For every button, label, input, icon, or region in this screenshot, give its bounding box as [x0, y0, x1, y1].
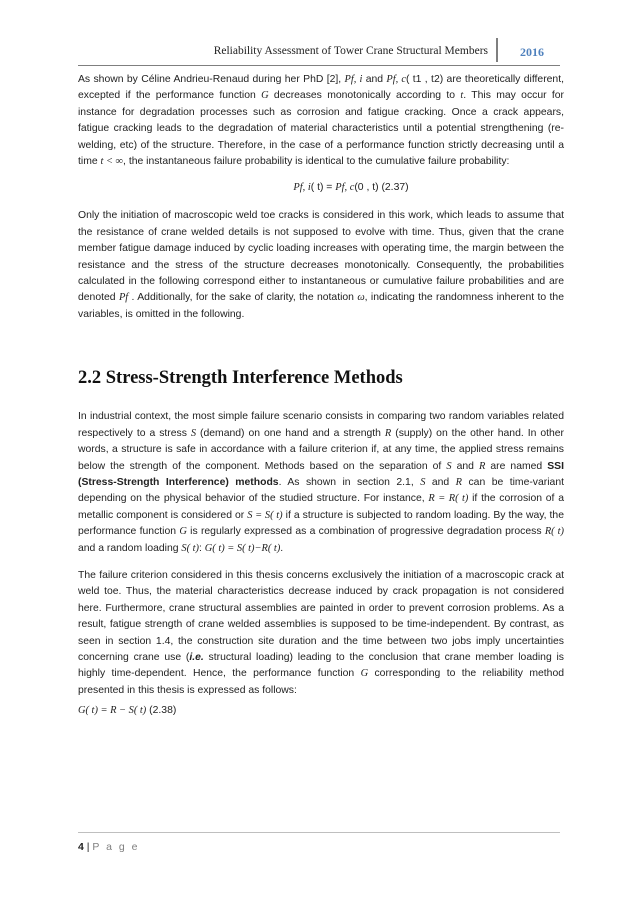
footer-rule: [78, 832, 560, 833]
paragraph-2: Only the initiation of macroscopic weld toe cracks is considered in this work, which leads to assume that the resistance of crane welded details is not supposed to evolve with time. Thus, given that the crane member fatigue damage induced by cyclic loading increases with operating time, the margin between the resistance and the stress of the structure decreases monotonically. Consequently, the probabilities calculated in the following correspond either to instantaneous or cumulative failure probabilities and are denoted Pf . Additionally, for the sake of clarity, the notation ω, indicating the randomness inherent to the variables, is omitted in the following.: [78, 210, 564, 320]
page-body: [78, 72, 564, 719]
footer-page-label: 4 | P a g e: [78, 841, 140, 853]
ssi-term: SSI (Stress-Strength Interference) methods: [78, 460, 564, 488]
paragraph-1: As shown by Céline Andrieu-Renaud during her PhD [2], Pf, i and Pf, c( t1 , t2) are theoretically different, excepted if the performance function G decreases monotonically according to t. This may occur for instance for degradation processes such as corrosion and fatigue cracking. Once a crack appears, fatigue cracking leads to the degradation of material characteristics until a potential strengthening (re-welding, etc) of the structure. Therefore, in the case of a performance function strictly decreasing until a time t < ∞, the instantaneous failure probability is identical to the cumulative failure probability:: [78, 74, 565, 168]
equation-2-37: Pf, i( t) = Pf, c(0 , t) (2.37): [293, 182, 409, 194]
section-heading: 2.2 Stress-Strength Interference Methods: [78, 368, 403, 389]
page-header: [78, 36, 560, 66]
equation-2-38: G( t) = R − S( t) (2.38): [78, 705, 177, 717]
page-footer: [78, 832, 560, 853]
header-rule: [78, 65, 560, 66]
header-title: Reliability Assessment of Tower Crane Structural Members: [213, 45, 488, 57]
header-year: 2016: [520, 45, 544, 59]
paragraph-3: In industrial context, the most simple failure scenario consists in comparing two random variables related respectively to a stress S (demand) on one hand and a strength R (supply) on the other hand. In other words, a structure is safe in accordance with a failure criterion if, at any time, the applied stress remains below the strength of the component. Methods based on the separation of S and R are named SSI (Stress-Strength Interference) methods. As shown in section 2.1, S and R can be time-variant depending on the physical behavior of the studied structure. For instance, R = R( t) if the corrosion of a metallic component is considered or S = S( t) if a structure is subjected to random loading. By the way, the performance function G is regularly expressed as a combination of progressive degradation process R( t) and a random loading S( t): G( t) = S( t)−R( t).: [78, 411, 565, 554]
paragraph-4: The failure criterion considered in this thesis concerns exclusively the initiation of a macroscopic crack at weld toe. Thus, the material characteristics decrease induced by crack propagation is not considered here. Furthermore, crane structural assemblies are painted in order to prevent corrosion problems. As a result, fatigue strength of crane welded assemblies is supposed to be time-independent. By contrast, as seen in section 1.4, the construction site duration and the time between two jobs imply uncertainties concerning crane use (i.e. structural loading) leading to the conclusion that crane member loading is highly time-dependent. Hence, the performance function G corresponding to the reliability method presented in this thesis is expressed as follows:: [78, 569, 565, 696]
header-separator: [496, 38, 498, 62]
page-number: 4: [78, 841, 84, 853]
